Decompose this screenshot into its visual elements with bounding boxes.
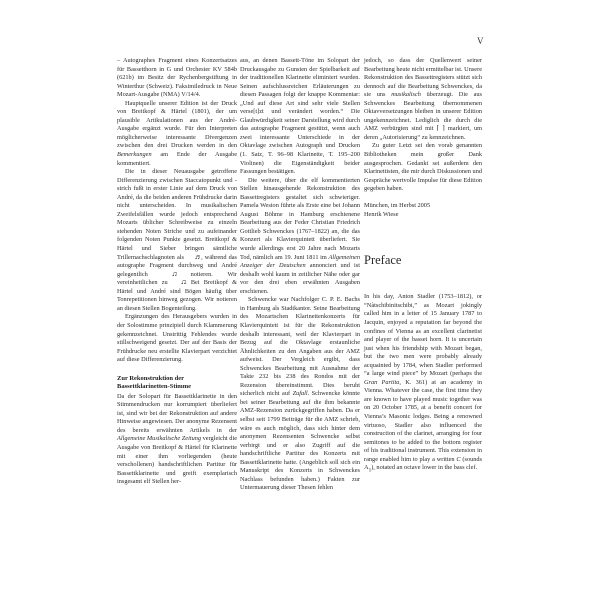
- text-span: überzeugt. Die aus Schwenckes Bearbeitung übernommenen Oktavversetzungen bleiben in unserer Edition ungekennzeichnet. Lediglich die durch die AMZ verbürgten sind mit ⌈ ⌉ markiert, um deren „Autorisierung“ zu kennzeichnen.: [364, 91, 482, 141]
- paragraph-main-source: [117, 100, 237, 168]
- text-span: , während das autographe Fragment durchweg und André gelegentlich: [117, 253, 238, 278]
- place-date: München, im Herbst 2005: [364, 202, 431, 210]
- text-span: am Ende der Ausgabe kommentiert.: [117, 151, 237, 167]
- emphasis-zufall: Zufall: [292, 390, 308, 398]
- emphasis-gran-partita: Gran Partita: [364, 378, 400, 386]
- page-number: V: [477, 36, 484, 46]
- text-span: . Schwencke könnte bei seiner Bearbeitung auf die ihm bekannte AMZ-Rezension zurückgegriffen haben. Da er selbst seit 1799 Beiträge für die AMZ schrieb, wäre es auch möglich, dass sich hinter dem anonymen Rezensenten Schwencke selbst verbirgt und er also Zugriff auf die handschriftliche Partitur des Konzerts mit Bassettklarinette hatte. (Angeblich soll sich ein Manuskript des Konzerts in Schwenckes Nachlass befunden haben.) Fakten zur Untermauerung dieser Thesen fehlen: [240, 390, 360, 492]
- text-span: Da der Solopart für Bassettklarinette in den Stimmendrucken nur korrumpiert überliefert ist, sind wir bei der Rekonstruktion auf andere Hinweise angewiesen. Der anonyme Rezensent des bereits erwähnten Artikels in der: [117, 392, 237, 434]
- music-note-icon: ♫: [180, 278, 187, 287]
- text-span: (sounds A: [364, 455, 482, 472]
- text-span: Hauptquelle unserer Edition ist der Druck von Breitkopf & Härtel (1801), der um plausible Artikulationen aus der André-Ausgabe ergänzt wurde. Für den Interpreten möglicherweise interessante Divergenzen zwischen den drei Drucken werden in den: [117, 99, 237, 150]
- text-span: jedoch, so dass der Quellenwert seiner Bearbeitung heute nicht ermittelbar ist. Unsere Rekonstruktion des Bassettregisters stützt sich dennoch auf die Bearbeitung Schwenckes, da sie uns: [364, 57, 482, 99]
- subscript: 1: [368, 467, 372, 474]
- music-note-icon: ♫: [170, 269, 178, 278]
- source-list-item: – Autographes Fragment eines Konzertsatzes für Bassetthorn in G und Orchester KV 584b (621b) im Besitz der Rychenbergstiftung in Winterthur (Schweiz). Faksimiledruck in Neue Mozart-Ausgabe (NMA) V/14/4.: [117, 57, 237, 99]
- paragraph-solopart: [117, 393, 237, 487]
- paragraph-schwencke-hamburg: [240, 296, 360, 493]
- emphasis-bemerkungen: Bemerkungen: [117, 151, 152, 159]
- paragraph-preface-stadler: [364, 293, 482, 475]
- text-span: In his day, Anton Stadler (1753–1812), or “Nàtschibinitschibi,” as Mozart jokingly called him in a letter of 15 January 1787 to Jacquin, enjoyed a reputation far beyond the confines of Vienna as an excellent clarinetist and player of the basset horn. It is uncertain just when his friendship with Mozart began, but the two men were probably already acquainted by 1784, when Stadler performed “a large wind piece” by Mozart (perhaps the: [364, 293, 482, 378]
- emphasis-amz: Allgemeine Musikalische Zeitung: [117, 435, 202, 443]
- paragraph-staccato: [117, 168, 237, 313]
- section-heading-reconstruction: Zur Rekonstruktion der Bassettklarinetten-Stimme: [117, 374, 192, 391]
- preface-heading: Preface: [364, 253, 402, 268]
- text-span: notieren. Wir vereinheitlichen zu: [117, 270, 237, 287]
- emphasis-musikalisch: musikalisch: [391, 91, 421, 99]
- text-span: vergleicht die Ausgabe von Breitkopf & Härtel für Klarinette mit einer ihm vorliegenden (heute verschollenen) handschriftlichen Partitur für Bassettklarinette und greift exemplarisch insgesamt elf Stellen her-: [117, 435, 237, 486]
- text-span: Die weitere, über die elf kommentierten Stellen hinausgehende Rekonstruktion des Bassettregisters gestaltet sich schwieriger. Pamela Weston führte als Erste eine bei Johann August Böhme in Hamburg erschienene Bearbeitung aus der Feder Christian Friedrich Gottlieb Schwenckes (1767–1822) an, die das Konzert als Klavierquintett überliefert. Sie wurde allerdings erst 20 Jahre nach Mozarts Tod, nämlich am 19. Juni 1811 im: [240, 176, 360, 261]
- paragraph-additions: Ergänzungen des Herausgebers wurden in der Solostimme prinzipiell durch Klammerung gekennzeichnet. Unstrittig Fehlendes wurde stillschweigend gesetzt. Der auf der Basis der Frühdrucke neu erstellte Klavierpart verzichtet auf diese Differenzierung.: [117, 313, 237, 364]
- music-note-icon: ♬: [194, 252, 203, 261]
- paragraph-schwencke-arrangement: [240, 177, 360, 297]
- signature-block: [364, 202, 482, 219]
- text-span: . Bei Breitkopf & Härtel und André sind Bögen häufig über Tonrepetitionen hinweg gezogen. Wir notieren an diesen Stellen Bogenteilung.: [117, 279, 237, 312]
- column-3: [364, 57, 482, 475]
- text-span: ), notated an octave lower in the bass clef.: [371, 464, 478, 472]
- text-span: Schwencke war Nachfolger C. P. E. Bachs in Hamburg als Stadtkantor. Seine Bearbeitung des Mozartschen Klarinettenkonzerts für Klavierquintett ist für die Rekonstruktion deshalb interessant, weil der Klavierpart in Bezug auf die Oktavlage erstaunliche Ähnlichkeiten zu den Angaben aus der AMZ aufweist. Der Vergleich ergibt, dass Schwenckes Bearbeitung mit Ausnahme der Takte 232 bis 238 des Rondos mit der Rezension übereinstimmt. Dies beruht sicherlich nicht auf: [240, 296, 360, 398]
- emphasis-note-c: C: [456, 455, 461, 463]
- paragraph-source-value: [364, 57, 482, 142]
- column-2: [240, 57, 360, 493]
- text-span: Die in dieser Neuausgabe getroffene Differenzierung zwischen Staccatopunkt und -strich fußt in erster Linie auf dem Druck von André, da die beiden anderen Frühdrucke darin nicht unterscheiden. In musikalischen Zweifelsfällen wurde jedoch entsprechend Mozarts üblicher Schreibweise zu einzeln stehenden Noten Striche und zu aufeinander folgenden Noten Punkte gesetzt. Breitkopf & Härtel und Sieber bringen sämtliche Trillernachschlagnoten als: [117, 168, 237, 261]
- paragraph-thanks: Zu guter Letzt sei den vorab genannten Bibliotheken mein großer Dank ausgesprochen. Gedankt sei außerdem den Klarinettisten, die mir durch Diskussionen und Gespräche wertvolle Impulse für diese Edition gegeben haben.: [364, 142, 482, 193]
- column-1: [117, 57, 237, 487]
- paragraph-bassett-tones: aus, an denen Bassett-Töne im Solopart der Druckausgabe zu Gunsten der Spielbarkeit auf der traditionellen Klarinette eliminiert wurden. Seinen aufschlussreichen Erläuterungen zu diesen Passagen folgt der knappe Kommentar: „Und auf diese Art sind sehr viele Stellen verse[t]zt und verändert worden.“ Die Glaubwürdigkeit seiner Darstellung wird durch das autographe Fragment gestützt, wenn auch zwei interessante Unterschiede in der Oktavlage zwischen Autograph und Drucken (1. Satz, T. 96–98 Klarinette, T. 195–200 Violinen) die Eigenständigkeit beider Fassungen bestätigen.: [240, 57, 360, 176]
- author-name: Henrik Wiese: [364, 210, 399, 218]
- text-span: , K. 361) at an academy in Vienna. Whatever the case, the first time they are known to have played music together was on 20 October 1785, at a benefit concert for Vienna’s Masonic lodges. Being a renowned virtuoso, Stadler also influenced the construction of the clarinet, arranging for four semitones to be added to the bottom register of his traditional instrument. This extension in range enabled him to play a written: [364, 378, 482, 463]
- emphasis-anzeiger: Allgemeinen Anzeiger der Deutschen: [240, 253, 360, 270]
- text-span: annonciert und ist deshalb wohl kaum in zeitlicher Nähe oder gar vor den drei eben erwähnten Ausgaben erschienen.: [240, 262, 360, 295]
